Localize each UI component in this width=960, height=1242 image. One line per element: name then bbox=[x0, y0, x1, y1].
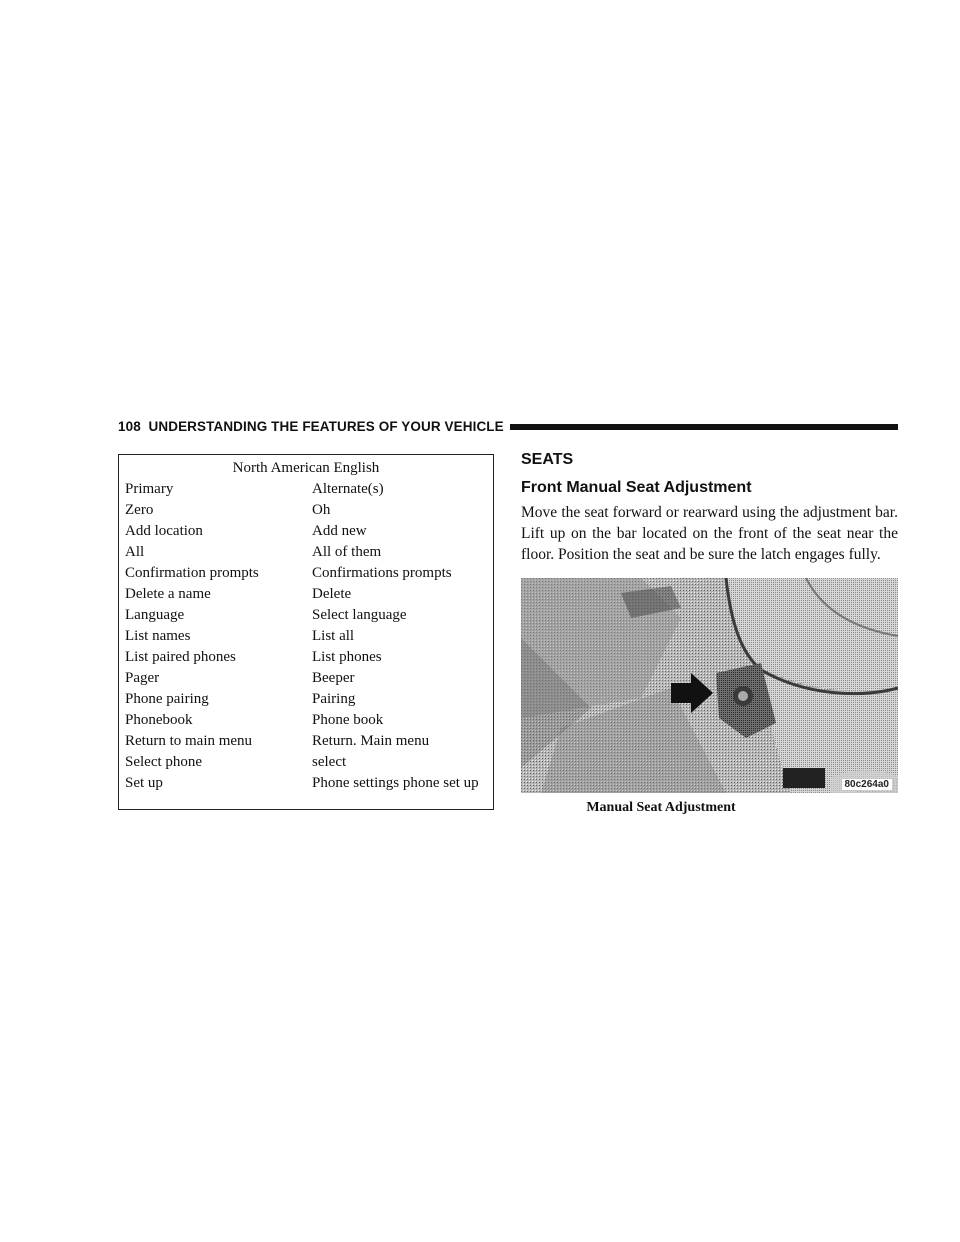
table-row bbox=[125, 691, 489, 711]
table-row bbox=[125, 649, 489, 669]
section-title: SEATS bbox=[521, 451, 574, 468]
alternate-command: Return. Main menu bbox=[312, 733, 430, 749]
table-row bbox=[125, 565, 489, 585]
table-row bbox=[125, 775, 489, 809]
primary-command: Language bbox=[125, 607, 185, 623]
voice-command-table bbox=[118, 454, 494, 810]
alternate-command: Confirmations prompts bbox=[312, 565, 452, 581]
primary-command: Confirmation prompts bbox=[125, 565, 259, 581]
subsection-title: Front Manual Seat Adjustment bbox=[521, 479, 752, 496]
primary-command: Phone pairing bbox=[125, 691, 209, 707]
alternate-command: Select language bbox=[312, 607, 407, 623]
primary-command: Add location bbox=[125, 523, 203, 539]
primary-command: Set up bbox=[125, 775, 163, 791]
primary-command: Phonebook bbox=[125, 712, 193, 728]
alternate-command: Oh bbox=[312, 502, 331, 518]
alternate-command: Phone book bbox=[312, 712, 384, 728]
seat-photo-illustration bbox=[521, 578, 898, 793]
seat-adjustment-photo bbox=[521, 578, 898, 793]
table-row bbox=[125, 712, 489, 732]
primary-command: List names bbox=[125, 628, 191, 644]
table-header-alternate: Alternate(s) bbox=[312, 481, 384, 497]
alternate-command: List phones bbox=[312, 649, 382, 665]
header-rule bbox=[488, 424, 898, 430]
table-row bbox=[125, 670, 489, 690]
body-paragraph: Move the seat forward or rearward using the adjustment bar. Lift up on the bar located on the front of the seat near the floor. Position the seat and be sure the latch engages fully. bbox=[521, 504, 898, 563]
table-header-primary: Primary bbox=[125, 481, 174, 497]
alternate-command: select bbox=[312, 754, 347, 770]
table-row bbox=[125, 523, 489, 543]
alternate-command: Phone settings phone set up bbox=[312, 775, 479, 791]
primary-command: Select phone bbox=[125, 754, 203, 770]
primary-command: List paired phones bbox=[125, 649, 236, 665]
table-caption: North American English bbox=[232, 460, 380, 476]
table-row bbox=[125, 607, 489, 627]
table-row bbox=[125, 586, 489, 606]
primary-command: Zero bbox=[125, 502, 154, 518]
table-header-row bbox=[125, 481, 489, 501]
alternate-command: List all bbox=[312, 628, 355, 644]
primary-command: Return to main menu bbox=[125, 733, 253, 749]
table-row bbox=[125, 754, 489, 774]
alternate-command: Add new bbox=[312, 523, 367, 539]
primary-command: Pager bbox=[125, 670, 160, 686]
alternate-command: Beeper bbox=[312, 670, 355, 686]
table-row bbox=[125, 502, 489, 522]
table-row bbox=[125, 733, 489, 753]
figure-caption: Manual Seat Adjustment bbox=[586, 800, 736, 815]
running-title: UNDERSTANDING THE FEATURES OF YOUR VEHICLE bbox=[148, 419, 504, 434]
table-row bbox=[125, 628, 489, 648]
header-text bbox=[118, 419, 510, 434]
alternate-command: Delete bbox=[312, 586, 352, 602]
running-header bbox=[118, 418, 898, 438]
table-row bbox=[125, 544, 489, 564]
figure-code: 80c264a0 bbox=[842, 779, 893, 790]
alternate-command: Pairing bbox=[312, 691, 356, 707]
alternate-command: All of them bbox=[312, 544, 382, 560]
primary-command: Delete a name bbox=[125, 586, 211, 602]
page-number: 108 bbox=[118, 419, 141, 434]
primary-command: All bbox=[125, 544, 145, 560]
